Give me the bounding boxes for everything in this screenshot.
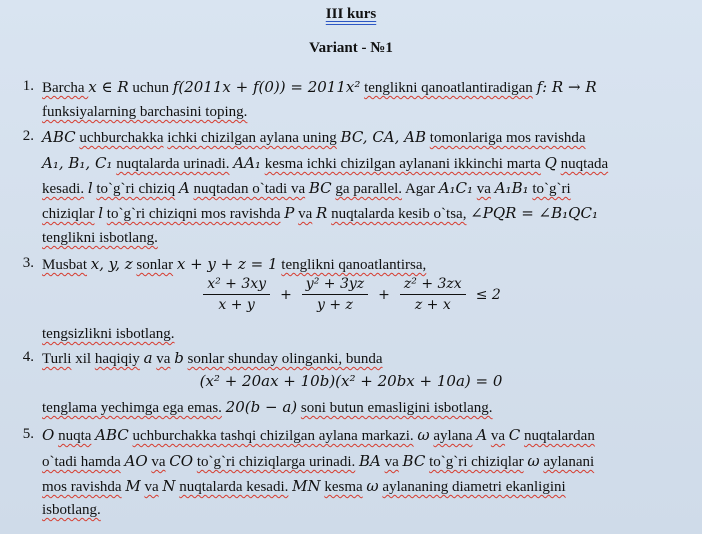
text-fragment: nuqtadan o`tadi va <box>193 181 306 197</box>
problem-2-line-4 <box>42 204 598 223</box>
text-fragment: o`tadi hamda <box>42 454 121 470</box>
math-expression: ABC <box>95 426 129 444</box>
math-expression: A₁C₁ <box>438 179 474 197</box>
course-heading: III kurs <box>325 6 377 22</box>
problem-5-line-4 <box>42 502 101 519</box>
math-expression: l <box>87 179 93 197</box>
problem-4-equation: (x² + 20ax + 10b)(x² + 20bx + 10a) = 0 <box>199 372 503 390</box>
math-expression: ∠PQR = ∠B₁QC₁ <box>470 204 598 222</box>
math-expression: ABC <box>42 128 76 146</box>
text-fragment: nuqtalardan <box>524 428 595 444</box>
problem-5-number: 5. <box>22 426 34 442</box>
text-fragment: ga parallel. <box>335 181 403 197</box>
math-expression: AA₁ <box>233 154 261 172</box>
text-fragment: tenglama yechimga ega emas. <box>42 400 222 416</box>
math-expression: M <box>125 477 141 495</box>
problem-1-number: 1. <box>22 78 34 94</box>
text-fragment: to`g`ri chiziqni mos ravishda <box>106 206 281 222</box>
problem-1-line-2 <box>42 104 247 121</box>
math-expression: ω <box>417 426 430 444</box>
text-fragment: uchburchakka <box>79 130 164 146</box>
text-fragment: nuqta <box>58 428 92 444</box>
problem-3-number: 3. <box>22 255 34 271</box>
text-fragment: Musbat <box>42 257 87 273</box>
variant-heading: Variant - №1 <box>309 40 393 56</box>
text-fragment: va <box>298 206 313 222</box>
math-expression: x + y + z = 1 <box>176 255 278 273</box>
text-fragment: nuqtalarda kesadi. <box>179 479 289 495</box>
math-expression: x ∈ R <box>88 78 129 96</box>
text-fragment: tenglikni isbotlang. <box>42 230 158 246</box>
text-fragment: nuqtalarda kesib o`tsa, <box>331 206 467 222</box>
math-expression: R <box>316 204 328 222</box>
plus-sign-2: + <box>378 286 390 303</box>
text-fragment: va <box>384 454 399 470</box>
problem-2-line-1 <box>42 128 586 147</box>
math-expression: BC <box>402 452 426 470</box>
text-fragment: tomonlariga mos ravishda <box>429 130 586 146</box>
problem-4-line-1 <box>42 349 383 368</box>
math-expression: ω <box>527 452 540 470</box>
text-fragment: va <box>476 181 491 197</box>
math-expression: MN <box>292 477 321 495</box>
problem-3-inequality <box>0 276 702 313</box>
problem-4-number: 4. <box>22 349 34 365</box>
math-expression: f(2011x + f(0)) = 2011x² <box>172 78 361 96</box>
math-expression: BC, CA, AB <box>340 128 427 146</box>
math-expression: l <box>98 204 104 222</box>
text-fragment: nuqtada <box>560 156 609 172</box>
text-fragment: kesadi. <box>42 181 85 197</box>
problem-2-line-5 <box>42 230 158 247</box>
text-fragment: va <box>156 351 171 367</box>
text-fragment: funksiyalarning barchasini toping. <box>42 104 248 120</box>
fraction-2: $\frac{\text{y² + 3yz}}{y + z}$ <box>302 276 368 313</box>
text-fragment: to`g`ri chiziqlarga urinadi. <box>196 454 356 470</box>
math-expression: A₁, B₁, C₁ <box>42 154 113 172</box>
text-fragment: aylana <box>433 428 473 444</box>
text-fragment: mos ravishda <box>42 479 122 495</box>
text-fragment: xil <box>71 351 95 367</box>
text-fragment: isbotlang. <box>42 502 101 518</box>
math-expression: CO <box>169 452 194 470</box>
fraction-3: $\frac{\text{z² + 3zx}}{z + x}$ <box>400 276 466 313</box>
math-expression: N <box>162 477 176 495</box>
math-expression: 20(b − a) <box>225 398 298 416</box>
text-fragment: Barcha <box>42 80 89 96</box>
math-expression: A₁B₁ <box>494 179 529 197</box>
math-expression: P <box>284 204 295 222</box>
math-expression: C <box>508 426 521 444</box>
text-fragment: chiziqlar <box>42 206 95 222</box>
plus-sign-1: + <box>280 286 292 303</box>
problem-3-line-2 <box>42 326 175 343</box>
math-expression: A <box>476 426 488 444</box>
text-fragment: va <box>490 428 506 444</box>
text-fragment: uchun <box>128 80 173 96</box>
math-expression: O <box>42 426 55 444</box>
text-fragment: soni butun emasligini isbotlang. <box>300 400 493 416</box>
problem-1-line-1 <box>42 78 597 97</box>
text-fragment: ichki chizilgan aylana uning <box>167 130 337 146</box>
text-fragment: to`g`ri chiziqlar <box>429 454 524 470</box>
text-fragment: tengsizlikni isbotlang. <box>42 326 175 342</box>
math-expression: f: R → R <box>536 78 597 96</box>
text-fragment: tenglikni qanoatlantiradigan <box>364 80 533 96</box>
problem-2-line-2 <box>42 154 608 173</box>
problem-5-line-1 <box>42 426 595 445</box>
text-fragment: kesma ichki chizilgan aylanani ikkinchi marta <box>264 156 541 172</box>
math-expression: a <box>143 349 153 367</box>
text-fragment: tenglikni qanoatlantirsa, <box>281 257 427 273</box>
problem-2-number: 2. <box>22 128 34 144</box>
math-expression: BC <box>308 179 332 197</box>
text-fragment: haqiqiy <box>94 351 140 367</box>
problem-2-line-3 <box>42 179 571 198</box>
math-expression: ω <box>366 477 379 495</box>
text-fragment: Agar <box>402 181 439 197</box>
inequality-relation: ≤ 2 <box>475 286 501 303</box>
problem-5-line-3 <box>42 477 566 496</box>
problem-5-line-2 <box>42 452 594 471</box>
text-fragment: to`g`ri <box>532 181 571 197</box>
text-fragment: sonlar <box>136 257 174 273</box>
text-fragment: va <box>151 454 166 470</box>
text-fragment: va <box>144 479 159 495</box>
text-fragment: uchburchakka tashqi chizilgan aylana markazi. <box>132 428 414 444</box>
text-fragment: aylananing diametri ekanligini <box>382 479 566 495</box>
fraction-1: $\frac{\text{x² + 3xy}}{x + y}$ <box>203 276 270 313</box>
math-expression: A <box>178 179 190 197</box>
text-fragment: Turli <box>42 351 72 367</box>
text-fragment: to`g`ri chiziq <box>96 181 176 197</box>
math-expression: BA <box>359 452 381 470</box>
text-fragment: sonlar shunday olinganki, bunda <box>187 351 383 367</box>
problem-3-line-1 <box>42 255 426 274</box>
math-expression: x, y, z <box>90 255 133 273</box>
text-fragment: aylanani <box>543 454 595 470</box>
problem-4-line-2 <box>42 398 493 417</box>
math-expression: Q <box>544 154 557 172</box>
text-fragment: kesma <box>324 479 363 495</box>
text-fragment: nuqtalarda urinadi. <box>116 156 230 172</box>
math-expression: b <box>174 349 184 367</box>
math-expression: AO <box>124 452 148 470</box>
